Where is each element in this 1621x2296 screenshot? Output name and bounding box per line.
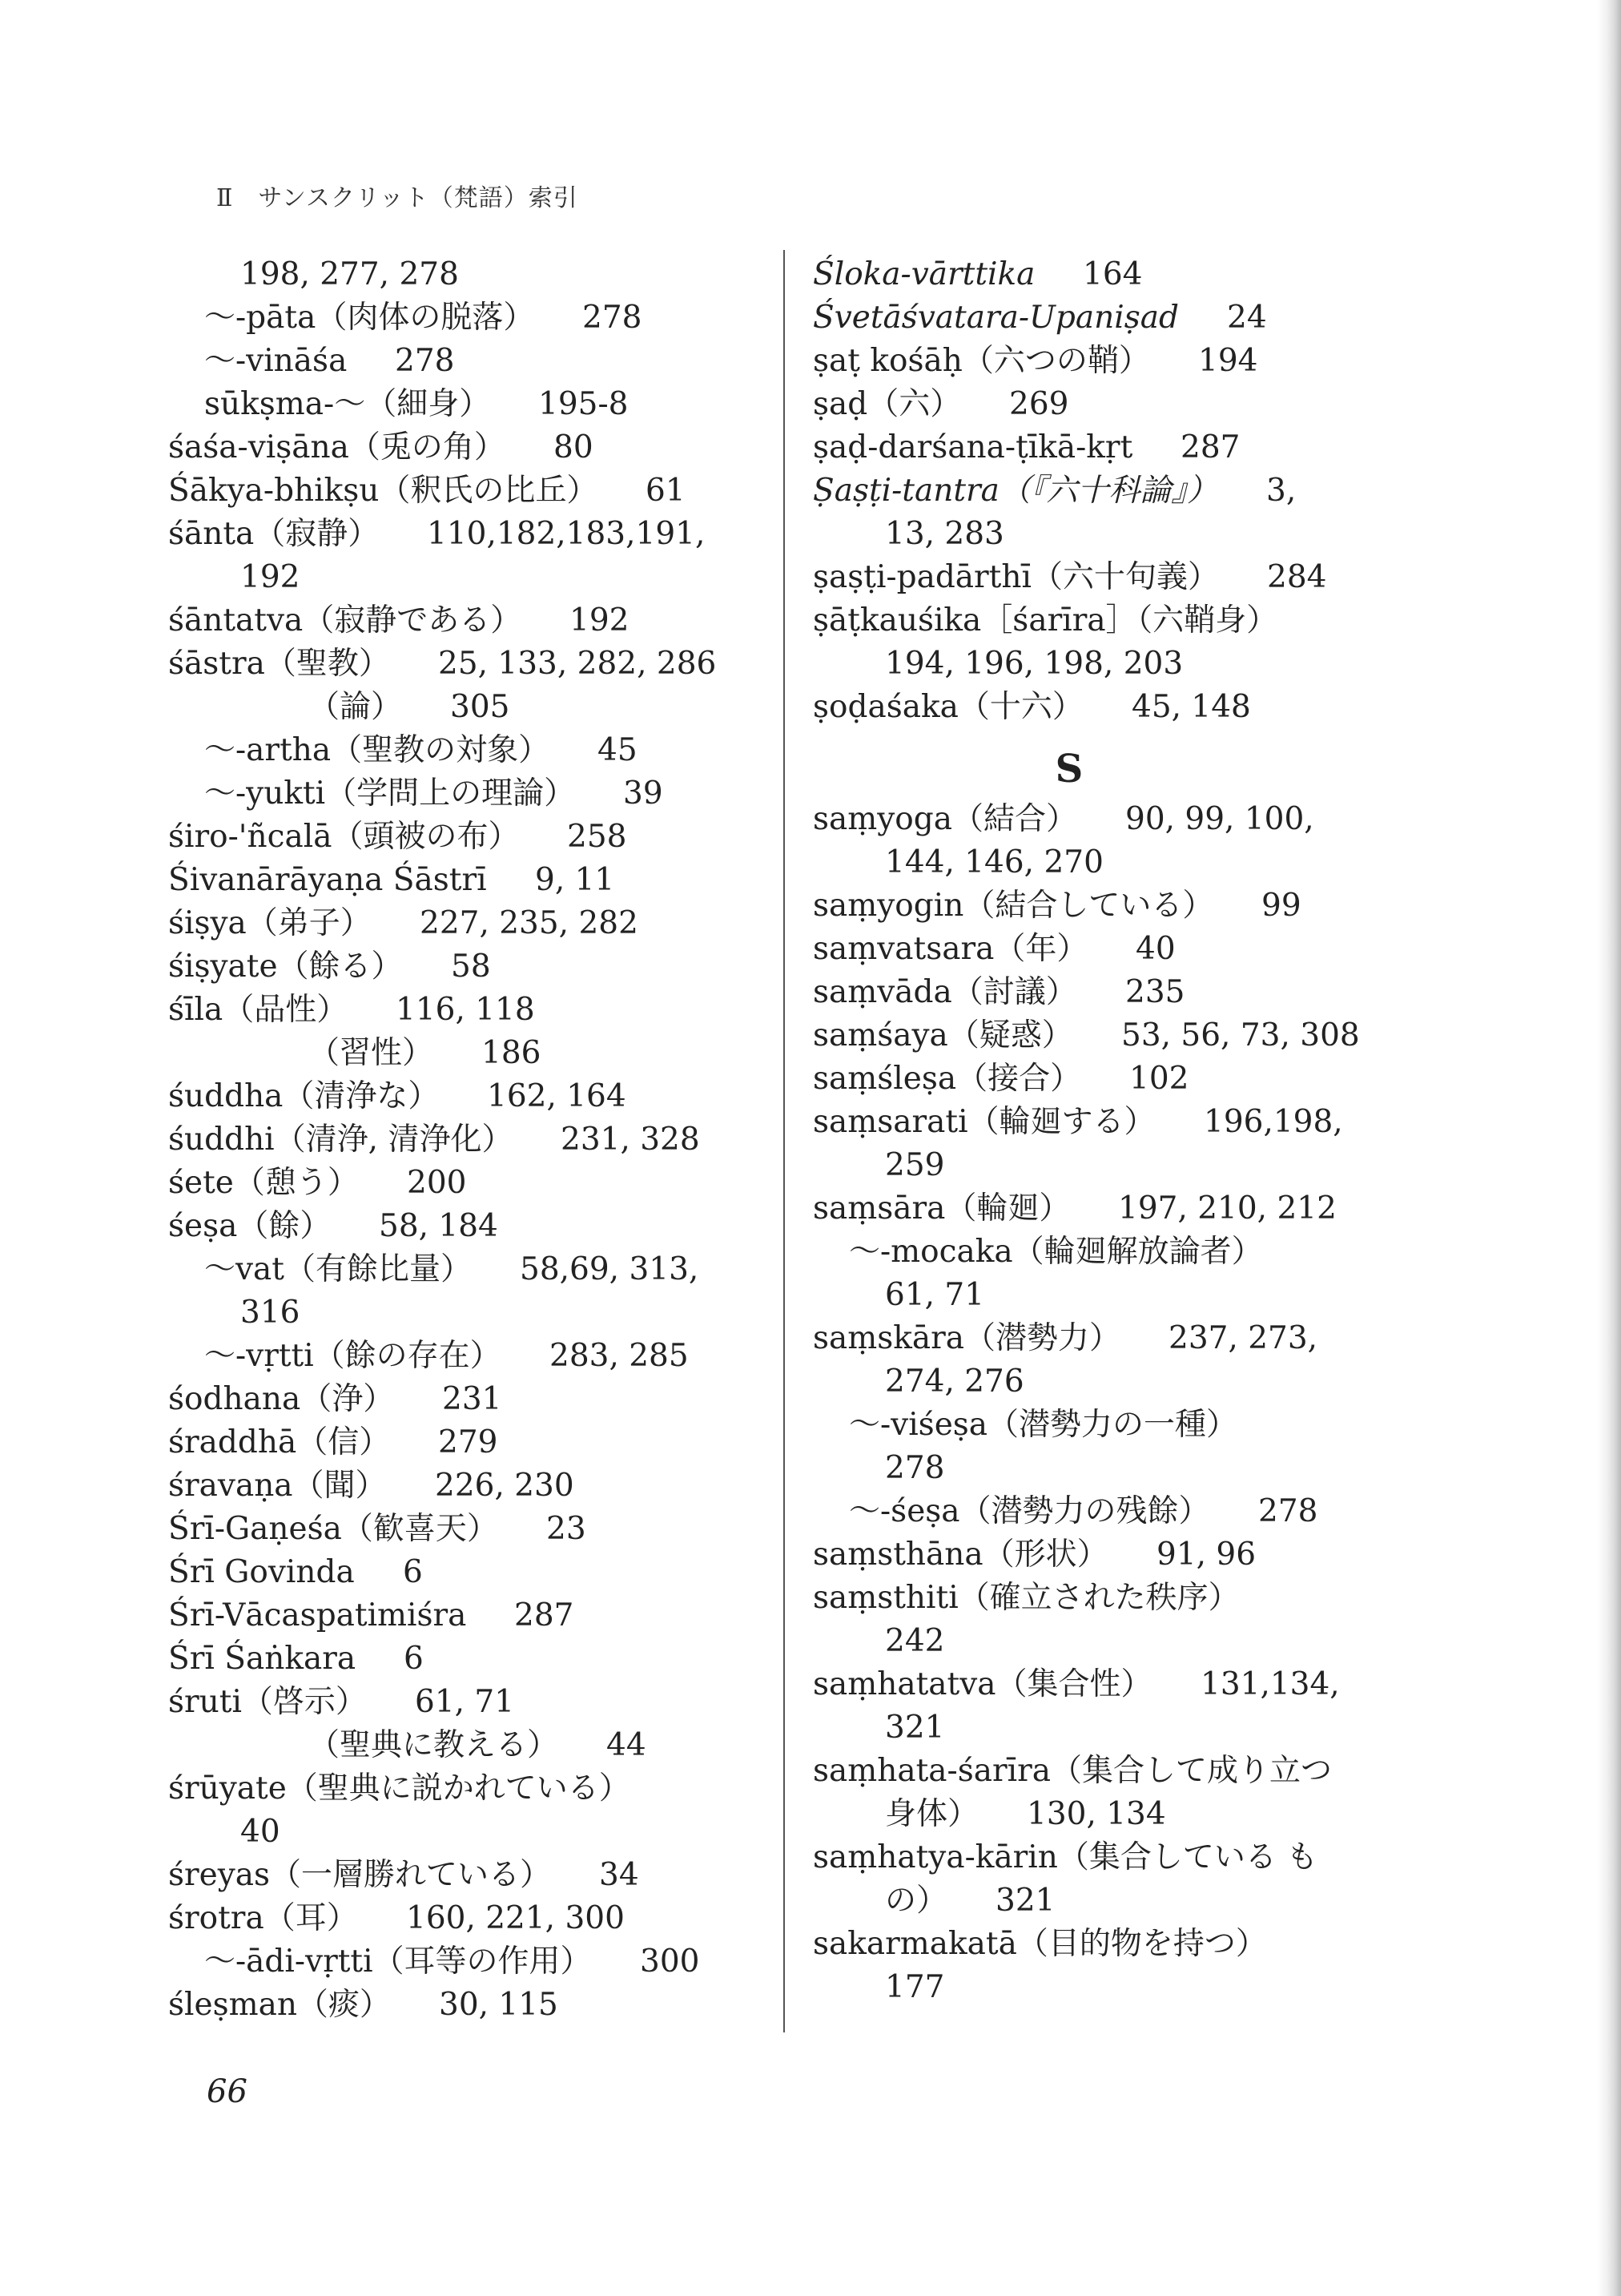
entry-term: śruti（啓示） [168, 1684, 367, 1720]
index-entry [813, 1836, 1422, 1879]
entry-term: ṣaḍ-darśana-ṭīkā-kṛt [813, 429, 1133, 465]
entry-term: saṃśaya（疑惑） [813, 1017, 1073, 1053]
entry-term: Śākya-bhikṣu（釈氏の比丘） [168, 473, 598, 509]
index-entry [168, 1421, 785, 1464]
index-entry [813, 1360, 1422, 1404]
entry-pages: 116, 118 [396, 992, 535, 1028]
entry-term: śrotra（耳） [168, 1900, 358, 1936]
index-column-left [168, 253, 785, 2027]
index-entry [813, 971, 1422, 1014]
entry-term: 144, 146, 270 [885, 844, 1104, 880]
entry-term: Śrī Govinda [168, 1554, 355, 1590]
entry-term: saṃhatya-kārin（集合している も [813, 1839, 1318, 1875]
index-entry [813, 686, 1422, 729]
entry-pages: 58,69, 313, [520, 1251, 699, 1287]
entry-term: （聖典に教える） [308, 1727, 559, 1763]
index-entry [168, 1075, 785, 1118]
index-entry [813, 296, 1422, 340]
entry-pages: 194 [1198, 343, 1258, 379]
index-entry [813, 1231, 1422, 1274]
entry-term: ṣāṭkauśika［śarīra］（六鞘身） [813, 602, 1278, 638]
entry-term: śīla（品性） [168, 992, 348, 1028]
entry-pages: 131,134, [1201, 1666, 1340, 1702]
index-entry [168, 1162, 785, 1205]
index-entry [813, 1706, 1422, 1750]
index-entry [168, 513, 785, 556]
entry-term: śiṣya（弟子） [168, 905, 372, 941]
entry-term: śrūyate（聖典に説かれている） [168, 1770, 630, 1807]
entry-pages: 30, 115 [439, 1987, 558, 2023]
index-entry [813, 253, 1422, 296]
entry-pages: 45, 148 [1132, 689, 1251, 725]
index-entry [813, 1750, 1422, 1793]
entry-term: 259 [885, 1147, 945, 1183]
entry-term: 194, 196, 198, 203 [885, 646, 1184, 682]
index-entry [813, 1879, 1422, 1923]
entry-term: śāntatva（寂静である） [168, 602, 522, 638]
entry-term: Śivanārāyaṇa Śāstrī [168, 862, 487, 898]
entry-pages: 278 [395, 343, 455, 379]
entry-term: śreyas（一層勝れている） [168, 1857, 552, 1893]
entry-term: śraddhā（信） [168, 1424, 391, 1460]
entry-pages: 279 [438, 1424, 498, 1460]
entry-term: 身体） [885, 1796, 979, 1832]
entry-pages: 196,198, [1204, 1104, 1343, 1140]
index-entry [168, 989, 785, 1032]
entry-term: saṃvatsara（年） [813, 931, 1088, 967]
index-entry [168, 945, 785, 989]
entry-term: saṃsarati（輪廻する） [813, 1104, 1156, 1140]
index-entry [813, 798, 1422, 841]
entry-term: śānta（寂静） [168, 516, 380, 552]
entry-term: ～-ādi-vṛtti（耳等の作用） [204, 1944, 592, 1980]
index-entry [168, 1551, 785, 1594]
index-entry [813, 1620, 1422, 1663]
index-entry [168, 1897, 785, 1940]
entry-term: ṣaḍ（六） [813, 386, 962, 422]
index-entry [813, 1793, 1422, 1836]
entry-term: śuddhi（清浄, 清浄化） [168, 1122, 513, 1158]
entry-pages: 23 [546, 1511, 586, 1547]
index-entry [813, 1404, 1422, 1447]
index-entry [168, 1464, 785, 1508]
entry-term: の） [885, 1883, 948, 1919]
entry-pages: 6 [403, 1554, 423, 1590]
entry-term: （習性） [308, 1035, 434, 1071]
index-entry [168, 599, 785, 642]
section-letter: S [1055, 747, 1084, 792]
index-entry [813, 928, 1422, 971]
entry-pages: 160, 221, 300 [406, 1900, 625, 1936]
entry-term: śiro-'ñcalā（頭被の布） [168, 819, 520, 855]
index-entry [168, 1378, 785, 1421]
entry-term: 61, 71 [885, 1277, 985, 1313]
entry-pages: 231 [442, 1381, 502, 1417]
entry-pages: 45 [597, 732, 638, 768]
page-number: 66 [207, 2073, 247, 2110]
entry-pages: 305 [450, 689, 510, 725]
index-entry [168, 1248, 785, 1291]
entry-pages: 195-8 [538, 386, 629, 422]
entry-pages: 227, 235, 282 [420, 905, 638, 941]
entry-term: ～-pāta（肉体の脱落） [204, 300, 535, 336]
index-entry [168, 642, 785, 686]
index-entry [168, 383, 785, 426]
entry-pages: 300 [640, 1944, 700, 1980]
index-entry [168, 1681, 785, 1724]
entry-pages: 186 [481, 1035, 541, 1071]
entry-term: saṃvāda（討議） [813, 974, 1077, 1010]
entry-term: saṃsthāna（形状） [813, 1537, 1108, 1573]
entry-pages: 283, 285 [549, 1338, 689, 1374]
entry-pages: 278 [582, 300, 642, 336]
entry-term: Śrī Śaṅkara [168, 1641, 356, 1677]
index-entry [168, 772, 785, 816]
entry-term: saṃśleṣa（接合） [813, 1061, 1082, 1097]
index-entry [168, 340, 785, 383]
index-entry [813, 841, 1422, 884]
index-entry [168, 859, 785, 902]
index-entry [168, 1854, 785, 1897]
index-entry [813, 1663, 1422, 1706]
entry-term: Śrī-Gaṇeśa（歓喜天） [168, 1511, 498, 1547]
index-entry [168, 1032, 785, 1075]
index-entry [168, 1291, 785, 1335]
index-entry [813, 1274, 1422, 1317]
index-entry [813, 1577, 1422, 1620]
entry-term: 198, 277, 278 [240, 256, 459, 292]
index-entry [168, 1508, 785, 1551]
entry-pages: 200 [407, 1165, 467, 1201]
index-entry [813, 1317, 1422, 1360]
entry-pages: 235 [1125, 974, 1185, 1010]
index-entry [813, 340, 1422, 383]
entry-pages: 90, 99, 100, [1125, 801, 1314, 837]
index-entry [813, 1447, 1422, 1490]
entry-term: śeṣa（餘） [168, 1208, 332, 1244]
entry-term: śiṣyate（餘る） [168, 949, 403, 985]
entry-term: Śrī-Vācaspatimiśra [168, 1597, 467, 1633]
entry-term: ṣoḍaśaka（十六） [813, 689, 1084, 725]
page-edge-shadow [1597, 0, 1621, 2296]
entry-pages: 58, 184 [379, 1208, 498, 1244]
index-entry [168, 1637, 785, 1681]
entry-term: 177 [885, 1969, 945, 2005]
running-header: Ⅱ サンスクリット（梵語）索引 [216, 184, 578, 212]
index-entry [168, 1724, 785, 1767]
index-entry [813, 1057, 1422, 1101]
index-column-right [813, 253, 1422, 2009]
entry-term: saṃsthiti（確立された秩序） [813, 1580, 1240, 1616]
entry-pages: 6 [404, 1641, 424, 1677]
entry-pages: 130, 134 [1027, 1796, 1166, 1832]
entry-term: ～-yukti（学問上の理論） [204, 775, 576, 812]
entry-pages: 269 [1009, 386, 1069, 422]
entry-term: ṣaṣṭi-padārthī（六十句義） [813, 559, 1219, 595]
entry-pages: 237, 273, [1168, 1320, 1318, 1356]
entry-pages: 287 [1181, 429, 1241, 465]
index-entry [168, 426, 785, 469]
entry-pages: 162, 164 [487, 1078, 626, 1114]
entry-term: ～-śeṣa（潜勢力の残餘） [849, 1493, 1210, 1529]
entry-term: saṃhata-śarīra（集合して成り立つ [813, 1753, 1332, 1789]
entry-term: 242 [885, 1623, 945, 1659]
index-entry [813, 556, 1422, 599]
entry-term: 13, 283 [885, 516, 1004, 552]
index-entry [813, 383, 1422, 426]
index-entry [168, 1594, 785, 1637]
index-entry [813, 642, 1422, 686]
entry-pages: 197, 210, 212 [1118, 1190, 1337, 1227]
entry-term: śaśa-viṣāna（兎の角） [168, 429, 505, 465]
entry-term: saṃyoga（結合） [813, 801, 1077, 837]
entry-term: saṃyogin（結合している） [813, 888, 1214, 924]
index-entry [168, 686, 785, 729]
entry-term: 274, 276 [885, 1364, 1024, 1400]
index-entry [813, 1923, 1422, 1966]
index-entry [168, 1984, 785, 2027]
index-entry [813, 1490, 1422, 1533]
entry-pages: 110,182,183,191, [427, 516, 706, 552]
entry-pages: 99 [1261, 888, 1301, 924]
index-entry [813, 599, 1422, 642]
index-entry [168, 1767, 785, 1811]
entry-pages: 287 [514, 1597, 574, 1633]
entry-pages: 321 [996, 1883, 1056, 1919]
entry-pages: 3, [1266, 473, 1297, 509]
entry-term: śuddha（清浄な） [168, 1078, 440, 1114]
entry-term: sūkṣma-～（細身） [204, 386, 491, 422]
entry-pages: 44 [606, 1727, 646, 1763]
entry-pages: 164 [1083, 256, 1143, 292]
index-entry [813, 513, 1422, 556]
entry-pages: 192 [569, 602, 629, 638]
entry-term: śāstra（聖教） [168, 646, 390, 682]
index-entry [813, 884, 1422, 928]
index-entry [168, 556, 785, 599]
entry-term: śete（憩う） [168, 1165, 359, 1201]
index-entry [168, 729, 785, 772]
entry-term: ～vat（有餘比量） [204, 1251, 472, 1287]
entry-term: śravaṇa（聞） [168, 1468, 387, 1504]
entry-term: saṃsāra（輪廻） [813, 1190, 1071, 1227]
index-entry [813, 1144, 1422, 1187]
entry-pages: 9, 11 [535, 862, 615, 898]
index-entry [813, 1101, 1422, 1144]
entry-pages: 61, 71 [415, 1684, 515, 1720]
index-entry [168, 253, 785, 296]
index-entry [168, 296, 785, 340]
entry-term: 40 [240, 1814, 280, 1850]
entry-term: ～-viśeṣa（潜勢力の一種） [849, 1407, 1238, 1443]
entry-pages: 226, 230 [435, 1468, 574, 1504]
index-entry [813, 1533, 1422, 1577]
entry-term: Ṣaṣṭi-tantra（『六十科論』） [813, 473, 1218, 509]
index-entry [168, 469, 785, 513]
entry-term: Śvetāśvatara-Upaniṣad [813, 300, 1179, 336]
index-entry [168, 1335, 785, 1378]
entry-term: saṃhatatva（集合性） [813, 1666, 1152, 1702]
entry-term: （論） [308, 689, 403, 725]
entry-pages: 40 [1136, 931, 1176, 967]
index-entry [168, 1940, 785, 1984]
entry-term: saṃskāra（潜勢力） [813, 1320, 1121, 1356]
index-entry [168, 902, 785, 945]
entry-pages: 91, 96 [1156, 1537, 1257, 1573]
entry-pages: 278 [1258, 1493, 1318, 1529]
entry-pages: 80 [553, 429, 593, 465]
entry-pages: 284 [1267, 559, 1327, 595]
index-entry [168, 816, 785, 859]
column-divider [783, 250, 785, 2032]
entry-term: 316 [240, 1295, 300, 1331]
index-entry [813, 1966, 1422, 2009]
entry-pages: 231, 328 [561, 1122, 700, 1158]
entry-pages: 61 [646, 473, 686, 509]
index-entry [813, 1014, 1422, 1057]
entry-term: 192 [240, 559, 300, 595]
entry-pages: 25, 133, 282, 286 [438, 646, 717, 682]
index-entry [168, 1205, 785, 1248]
entry-term: śodhana（浄） [168, 1381, 395, 1417]
entry-term: ～-mocaka（輪廻解放論者） [849, 1234, 1263, 1270]
entry-term: sakarmakatā（目的物を持つ） [813, 1926, 1267, 1962]
entry-term: 321 [885, 1710, 945, 1746]
entry-term: 278 [885, 1450, 945, 1486]
entry-term: śleṣman（痰） [168, 1987, 391, 2023]
entry-pages: 102 [1129, 1061, 1189, 1097]
entry-pages: 53, 56, 73, 308 [1121, 1017, 1360, 1053]
entry-pages: 258 [567, 819, 627, 855]
entry-term: ～-artha（聖教の対象） [204, 732, 550, 768]
index-entry [813, 1187, 1422, 1231]
entry-pages: 34 [599, 1857, 639, 1893]
entry-term: ～-vṛtti（餘の存在） [204, 1338, 501, 1374]
entry-pages: 39 [623, 775, 663, 812]
index-entry [168, 1118, 785, 1162]
index-entry [168, 1811, 785, 1854]
entry-pages: 58 [451, 949, 491, 985]
index-entry [813, 426, 1422, 469]
entry-pages: 24 [1227, 300, 1267, 336]
index-entry [813, 469, 1422, 513]
entry-term: ṣaṭ kośāḥ（六つの鞘） [813, 343, 1150, 379]
entry-term: Śloka-vārttika [813, 256, 1036, 292]
entry-term: ～-vināśa [204, 343, 348, 379]
